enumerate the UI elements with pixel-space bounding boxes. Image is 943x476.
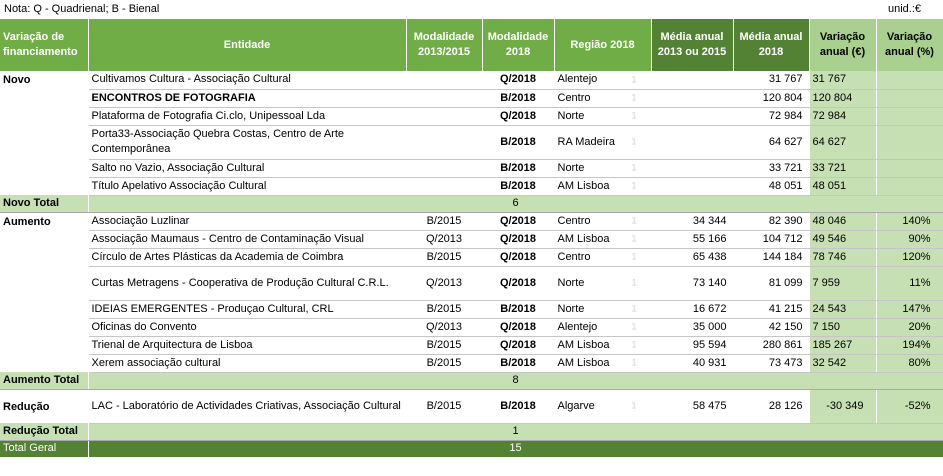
media2018-cell: 64 627 [733,125,809,159]
note-line [0,0,943,19]
table-row [0,177,943,195]
header-var-eur: Variação anual (€) [809,19,876,71]
var-pct-cell [876,89,943,107]
entity-cell: Associação Luzlinar [88,212,406,230]
mod1315-cell: B/2015 [406,248,482,266]
region-flag: 1 [631,339,637,350]
mod2018-cell: Q/2018 [482,336,554,354]
media2018-cell: 48 051 [733,177,809,195]
media1315-cell: 95 594 [651,336,733,354]
mod2018-cell: B/2018 [482,177,554,195]
subtotal-label: Aumento Total [0,372,88,389]
media1315-cell: 34 344 [651,212,733,230]
region-cell [554,89,651,107]
mod1315-cell: B/2015 [406,336,482,354]
region-text: Norte [557,276,585,289]
var-pct-cell: -52% [876,389,943,423]
group-label: Novo [0,71,88,195]
region-flag: 1 [631,136,637,147]
mod1315-cell: B/2015 [406,389,482,423]
entity-cell: Porta33-Associação Quebra Costas, Centro de Arte Contemporânea [88,125,406,159]
region-text: Algarve [557,399,595,412]
header-row [0,19,943,71]
var-eur-cell: 185 267 [809,336,876,354]
mod2018-cell: B/2018 [482,354,554,372]
media1315-cell: 35 000 [651,318,733,336]
region-text: Alentejo [557,73,598,86]
region-cell [554,248,651,266]
region-cell [554,177,651,195]
header-entidade: Entidade [88,19,406,71]
subtotal-row [0,372,943,389]
var-pct-cell: 20% [876,318,943,336]
subtotal-count: 8 [88,372,943,389]
region-flag: 1 [631,357,637,368]
header-media1315: Média anual 2013 ou 2015 [651,19,733,71]
var-eur-cell: 31 767 [809,71,876,89]
mod1315-cell: Q/2013 [406,266,482,300]
region-flag: 1 [631,92,637,103]
media1315-cell: 40 931 [651,354,733,372]
region-text: AM Lisboa [557,356,610,369]
region-cell [554,300,651,318]
media2018-cell: 82 390 [733,212,809,230]
subtotal-count: 6 [88,195,943,212]
region-text: Centro [557,214,591,227]
region-flag: 1 [631,74,637,85]
var-pct-cell: 120% [876,248,943,266]
region-cell [554,354,651,372]
mod2018-cell: Q/2018 [482,212,554,230]
table-row [0,159,943,177]
table-row [0,212,943,230]
region-text: AM Lisboa [557,232,610,245]
grand-total-count: 15 [88,440,943,457]
header-regiao: Região 2018 [554,19,651,71]
media1315-cell: 73 140 [651,266,733,300]
entity-cell: ENCONTROS DE FOTOGRAFIA [88,89,406,107]
mod2018-cell: Q/2018 [482,248,554,266]
var-eur-cell: 48 051 [809,177,876,195]
region-flag: 1 [631,215,637,226]
media2018-cell: 280 861 [733,336,809,354]
media2018-cell: 33 721 [733,159,809,177]
media2018-cell: 104 712 [733,230,809,248]
var-eur-cell: 32 542 [809,354,876,372]
region-cell [554,336,651,354]
var-eur-cell: 48 046 [809,212,876,230]
media1315-cell: 55 166 [651,230,733,248]
table-row [0,389,943,423]
region-text: Norte [557,302,585,315]
region-flag: 1 [631,162,637,173]
region-text: Alentejo [557,320,598,333]
region-text: RA Madeira [557,135,615,148]
mod1315-cell [406,177,482,195]
media1315-cell: 58 475 [651,389,733,423]
mod2018-cell: B/2018 [482,389,554,423]
region-cell [554,159,651,177]
table-row [0,89,943,107]
mod2018-cell: Q/2018 [482,230,554,248]
var-eur-cell: 120 804 [809,89,876,107]
region-flag: 1 [631,233,637,244]
mod1315-cell: B/2015 [406,354,482,372]
entity-cell: Plataforma de Fotografia Ci.clo, Unipessoal Lda [88,107,406,125]
group-label: Aumento [0,212,88,372]
entity-cell: Círculo de Artes Plásticas da Academia de Coimbra [88,248,406,266]
group-label: Redução [0,389,88,423]
media1315-cell [651,159,733,177]
media2018-cell: 81 099 [733,266,809,300]
media1315-cell: 16 672 [651,300,733,318]
var-pct-cell [876,125,943,159]
mod1315-cell [406,107,482,125]
region-flag: 1 [631,321,637,332]
mod1315-cell [406,159,482,177]
region-cell [554,107,651,125]
media1315-cell [651,125,733,159]
region-text: Centro [557,91,591,104]
mod1315-cell: B/2015 [406,212,482,230]
mod1315-cell: B/2015 [406,300,482,318]
var-eur-cell: 7 150 [809,318,876,336]
subtotal-row [0,423,943,440]
media2018-cell: 144 184 [733,248,809,266]
region-flag: 1 [631,277,637,288]
mod1315-cell: Q/2013 [406,318,482,336]
var-pct-cell [876,177,943,195]
region-flag: 1 [631,110,637,121]
region-text: AM Lisboa [557,338,610,351]
region-cell [554,71,651,89]
mod2018-cell: Q/2018 [482,107,554,125]
media2018-cell: 31 767 [733,71,809,89]
mod2018-cell: Q/2018 [482,71,554,89]
mod2018-cell: B/2018 [482,125,554,159]
table-row [0,125,943,159]
table-row [0,266,943,300]
header-media2018: Média anual 2018 [733,19,809,71]
var-eur-cell: 49 546 [809,230,876,248]
var-eur-cell: 78 746 [809,248,876,266]
unit-label: unid.:€ [887,3,921,15]
region-flag: 1 [631,180,637,191]
var-pct-cell: 80% [876,354,943,372]
subtotal-label: Novo Total [0,195,88,212]
region-flag: 1 [631,251,637,262]
media2018-cell: 41 215 [733,300,809,318]
entity-cell: Cultivamos Cultura - Associação Cultural [88,71,406,89]
table-row [0,107,943,125]
financing-table [0,19,943,457]
var-eur-cell: 24 543 [809,300,876,318]
var-eur-cell: -30 349 [809,389,876,423]
entity-cell: Oficinas do Convento [88,318,406,336]
var-pct-cell: 11% [876,266,943,300]
entity-cell: Curtas Metragens - Cooperativa de Produção Cultural C.R.L. [88,266,406,300]
var-eur-cell: 33 721 [809,159,876,177]
var-pct-cell: 140% [876,212,943,230]
subtotal-label: Redução Total [0,423,88,440]
grand-total-row [0,440,943,457]
region-text: Norte [557,161,585,174]
table-row [0,248,943,266]
mod1315-cell [406,89,482,107]
var-eur-cell: 72 984 [809,107,876,125]
table-row [0,318,943,336]
var-pct-cell [876,159,943,177]
var-pct-cell: 90% [876,230,943,248]
mod2018-cell: B/2018 [482,159,554,177]
entity-cell: Trienal de Arquitectura de Lisboa [88,336,406,354]
region-cell [554,212,651,230]
entity-cell: Associação Maumaus - Centro de Contaminação Visual [88,230,406,248]
var-pct-cell: 194% [876,336,943,354]
subtotal-row [0,195,943,212]
media1315-cell [651,89,733,107]
mod1315-cell [406,71,482,89]
header-var-pct: Variação anual (%) [876,19,943,71]
mod1315-cell [406,125,482,159]
header-mod2018: Modalidade 2018 [482,19,554,71]
var-eur-cell: 64 627 [809,125,876,159]
region-cell [554,125,651,159]
header-variacao: Variação de financiamento [0,19,88,71]
table-row [0,300,943,318]
entity-cell: Xerem associação cultural [88,354,406,372]
grand-total-label: Total Geral [0,440,88,457]
entity-cell: Salto no Vazio, Associação Cultural [88,159,406,177]
media2018-cell: 28 126 [733,389,809,423]
table-row [0,336,943,354]
mod2018-cell: B/2018 [482,89,554,107]
mod2018-cell: Q/2018 [482,266,554,300]
region-cell [554,389,651,423]
var-pct-cell [876,107,943,125]
subtotal-count: 1 [88,423,943,440]
var-eur-cell: 7 959 [809,266,876,300]
media2018-cell: 42 150 [733,318,809,336]
mod1315-cell: Q/2013 [406,230,482,248]
region-flag: 1 [631,303,637,314]
var-pct-cell [876,71,943,89]
region-flag: 1 [631,400,637,411]
media2018-cell: 120 804 [733,89,809,107]
media2018-cell: 73 473 [733,354,809,372]
mod2018-cell: B/2018 [482,300,554,318]
media1315-cell [651,177,733,195]
region-cell [554,318,651,336]
table-row [0,230,943,248]
region-cell [554,230,651,248]
media1315-cell: 65 438 [651,248,733,266]
region-text: Centro [557,250,591,263]
header-mod1315: Modalidade 2013/2015 [406,19,482,71]
media1315-cell [651,107,733,125]
region-cell [554,266,651,300]
media1315-cell [651,71,733,89]
region-text: AM Lisboa [557,179,610,192]
entity-cell: Título Apelativo Associação Cultural [88,177,406,195]
note-text: Nota: Q - Quadrienal; B - Bienal [4,3,160,15]
mod2018-cell: Q/2018 [482,318,554,336]
region-text: Norte [557,109,585,122]
table-row [0,71,943,89]
media2018-cell: 72 984 [733,107,809,125]
var-pct-cell: 147% [876,300,943,318]
table-row [0,354,943,372]
entity-cell: IDEIAS EMERGENTES - Produçao Cultural, CRL [88,300,406,318]
entity-cell: LAC - Laboratório de Actividades Criativas, Associação Cultural [88,389,406,423]
